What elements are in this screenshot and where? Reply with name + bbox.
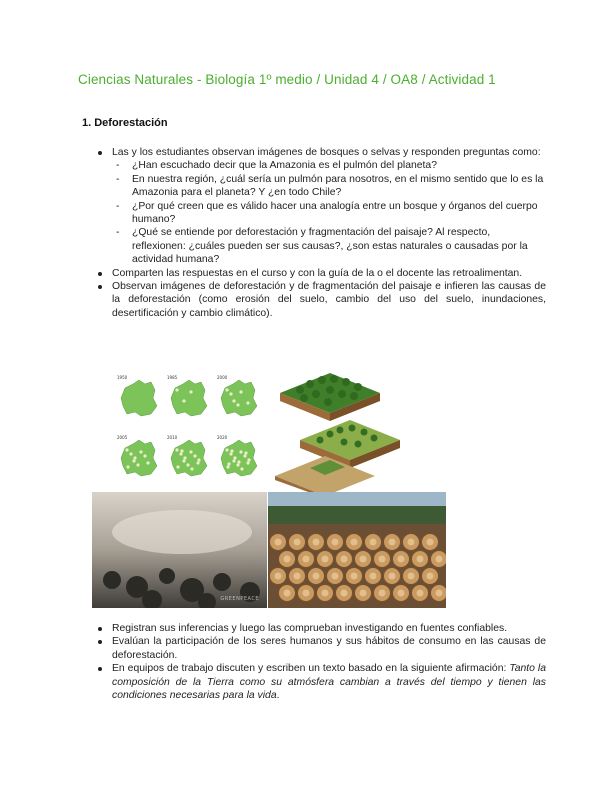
quoted-statement: Tanto la composición de la Tierra como su atmósfera cambian a través del tiempo y tienen las condiciones necesarias para la vida: [112, 663, 547, 702]
map-year-label: 1985: [167, 375, 178, 380]
list-item-text: Registran sus inferencias y luego las comprueban investigando en fuentes confiables.: [112, 623, 508, 634]
list-item-text: Las y los estudiantes observan imágenes de bosques o selvas y responden preguntas como:: [112, 147, 541, 158]
list-item: [96, 146, 546, 267]
list-item-text: En equipos de trabajo discuten y escriben un texto basado en la siguiente afirmación:: [112, 663, 510, 675]
list-item-punctuation: .: [276, 690, 280, 702]
page-header: Ciencias Naturales - Biología 1º medio / Unidad 4 / OA8 / Actividad 1: [78, 72, 496, 87]
fragmentation-landscape-image: [270, 368, 570, 498]
list-item: [96, 267, 546, 280]
island-map: [167, 375, 207, 416]
island-map: [167, 435, 207, 476]
watermark: GREENPEACE: [220, 596, 259, 602]
cut-logs-photo: [268, 492, 446, 608]
island-map: [217, 375, 257, 416]
sub-list-item-text: ¿Han escuchado decir que la Amazonia es el pulmón del planeta?: [132, 160, 437, 172]
island-map: [117, 375, 157, 416]
island-map: [117, 435, 157, 476]
sub-list-item: - ¿Qué se entiende por deforestación y fragmentación del paisaje? Al respecto, reflexionen: ¿cuáles pueden ser sus causas?, ¿son estas naturales o causadas por la actividad humana?: [116, 227, 528, 266]
map-year-label: 2000: [217, 375, 228, 380]
map-year-label: 1950: [117, 375, 128, 380]
list-item-text: Evalúan la participación de los seres humanos y sus hábitos de consumo en las causas de deforestación.: [112, 636, 546, 661]
map-year-label: 2010: [167, 435, 178, 440]
list-item-text: Observan imágenes de deforestación y de fragmentación del paisaje e infieren las causas de la deforestación (como erosión del suelo, cambio del uso del suelo, inundaciones, desertificación y cambio climático).: [112, 281, 546, 319]
deforestation-map-sequence: [115, 370, 265, 488]
borneo-maps-image: [115, 370, 265, 488]
sub-list-item-text: En nuestra región, ¿cuál sería un pulmón para nosotros, en el mismo sentido que lo es la Amazonia para el planeta? Y ¿en todo Chile?: [132, 173, 544, 199]
list-item: [96, 622, 546, 635]
bottom-bullet-list: [96, 622, 546, 702]
sub-list-item: - En nuestra región, ¿cuál sería un pulmón para nosotros, en el mismo sentido que lo es la Amazonia para el planeta? Y ¿en todo Chile?: [116, 173, 544, 199]
list-item-text: Comparten las respuestas en el curso y con la guía de la o el docente las retroalimentan.: [112, 267, 523, 279]
map-year-label: 2020: [217, 435, 228, 440]
island-map: [217, 435, 257, 476]
top-bullet-list: [96, 146, 546, 320]
map-year-label: 2005: [117, 435, 128, 440]
sub-list-item: - ¿Han escuchado decir que la Amazonia es el pulmón del planeta?: [116, 160, 437, 172]
list-item: [96, 662, 546, 702]
section-title: 1. Deforestación: [82, 117, 168, 129]
sub-list-item: - ¿Por qué creen que es válido hacer una analogía entre un bosque y órganos del cuerpo humano?: [116, 200, 538, 226]
forest-fire-photo: [92, 492, 267, 608]
sub-list-item-text: ¿Por qué creen que es válido hacer una analogía entre un bosque y órganos del cuerpo humano?: [132, 200, 538, 226]
list-item: [96, 635, 546, 662]
sub-list-item-text: ¿Qué se entiende por deforestación y fragmentación del paisaje? Al respecto, reflexionen: ¿cuáles pueden ser sus causas?, ¿son estas naturales o causadas por la actividad humana?: [132, 227, 528, 266]
list-item: [96, 280, 546, 320]
